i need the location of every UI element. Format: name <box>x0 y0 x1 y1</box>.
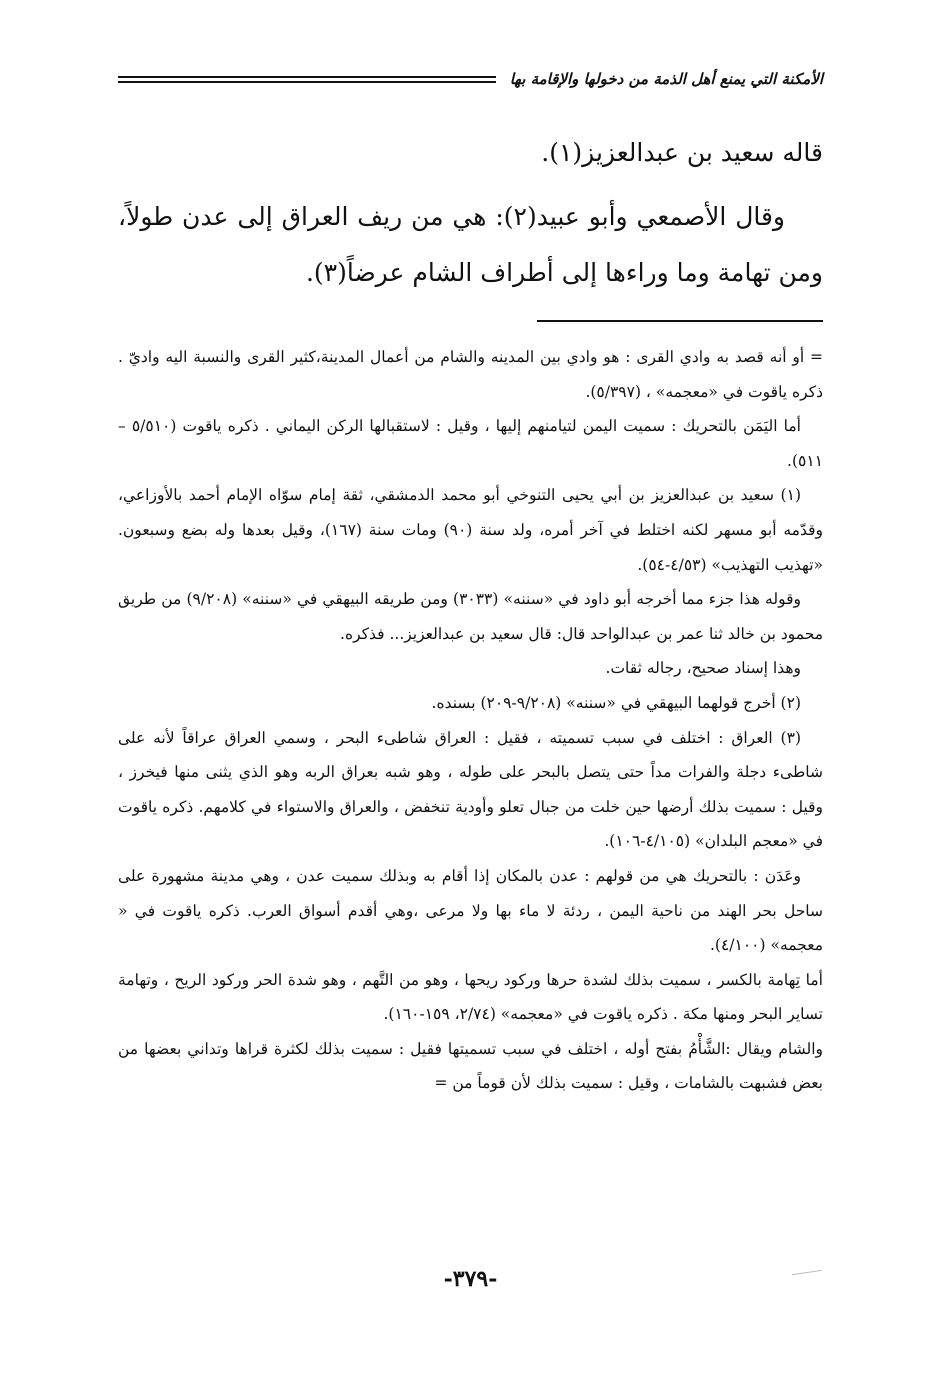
page-number: -٣٧٩- <box>443 1266 498 1292</box>
footnote-yemen: أما اليَمَن بالتحريك : سميت اليمن لتيامنهم إليها ، وقيل : لاستقبالها الركن اليماني . ذكره ياقوت (٥/٥١٠ – ٥١١). <box>118 417 823 470</box>
footnote-continuation: = أو أنه قصد به وادي القرى : هو وادي بين المدينه والشام من أعمال المدينة،كثير القرى والنسبة اليه واديّ . ذكره ياقوت في «معجمه» ، (٥/٣٩٧). <box>118 348 823 401</box>
footnote-3-iraq: (٣) العراق : اختلف في سبب تسميته ، فقيل : العراق شاطىء البحر ، وسمي العراق عراقاً لأنه على شاطىء دجلة والفرات مداً حتى يتصل بالبحر على طوله ، وهو شبه بعراق الربه وهو الذي يثنى منها فيخرز ، وقيل : سميت بذلك أرضها حين خلت من جبال تعلو وأودية تنخفض ، والعراق والاستواء في كلامهم. ذكره ياقوت في «معجم البلدان» (٤/١٠٥-١٠٦). <box>118 728 823 851</box>
footnote-1-grading: وهذا إسناد صحيح، رجاله ثقات. <box>605 659 801 678</box>
footnote-3-aden: وعَدَن : بالتحريك هي من قولهم : عدن بالمكان إذا أقام به وبذلك سميت عدن ، وهي مدينة مشهورة على ساحل بحر الهند من ناحية اليمن ، ردئة لا ماء بها ولا مرعى ،وهي أقدم أسواق العرب. ذكره ياقوت في « معجمه» (٤/١٠٠). <box>118 866 823 955</box>
main-text <box>118 125 823 309</box>
header-double-rule <box>118 76 496 83</box>
footnote-1: (١) سعيد بن عبدالعزيز بن أبي يحيى التنوخي أبو محمد الدمشقي، ثقة إمام سوّاه الإمام أحمد بالأوزاعي، وقدّمه أبو مسهر لكنه اختلط في آخر أمره، ولد سنة (٩٠) ومات سنة (١٦٧)، وقيل بعدها وله بضع وسبعون. «تهذيب التهذيب» (٤/٥٣-٥٤). <box>118 486 824 574</box>
footnotes <box>118 340 823 1101</box>
header-title: الأمكنة التي يمنع أهل الذمة من دخولها والإقامة بها <box>509 70 823 88</box>
header-rule-bottom <box>118 81 496 83</box>
footnote-3-tihama: أما تِهامة بالكسر ، سميت بذلك لشدة حرها وركود ريحها ، وهو من التَّهم ، وهو شدة الحر وركود الريح ، وتهامة تساير البحر ومنها مكة . ذكره ياقوت في «معجمه» (٢/٧٤، ١٥٩-١٦٠). <box>118 970 823 1024</box>
footnote-3-sham: والشام ويقال :الشَّأْمُ بفتح أوله ، اختلف في سبب تسميتها فقيل : سميت بذلك لكثرة قراها وتداني بعضها من بعض فشبهت بالشامات ، وقيل : سميت بذلك لأن قوماً من = <box>118 1039 823 1093</box>
footnote-1-source: وقوله هذا جزء مما أخرجه أبو داود في «سننه» (٣٠٣٣) ومن طريقه البيهقي في «سننه» (٩/٢٠٨) من طريق محمود بن خالد ثنا عمر بن عبدالواحد قال: قال سعيد بن عبدالعزيز... فذكره. <box>118 590 823 643</box>
footnote-2: (٢) أخرج قولهما البيهقي في «سننه» (٩/٢٠٨-٢٠٩) بسنده. <box>431 693 801 712</box>
main-paragraph-1: قاله سعيد بن عبدالعزيز(١). <box>541 138 823 167</box>
main-paragraph-2: وقال الأصمعي وأبو عبيد(٢): هي من ريف العراق إلى عدن طولاً، ومن تهامة وما وراءها إلى أطراف الشام عرضاً(٣). <box>118 202 823 287</box>
footnote-separator <box>537 320 823 322</box>
running-header <box>118 62 823 96</box>
header-rule-top <box>118 76 496 78</box>
